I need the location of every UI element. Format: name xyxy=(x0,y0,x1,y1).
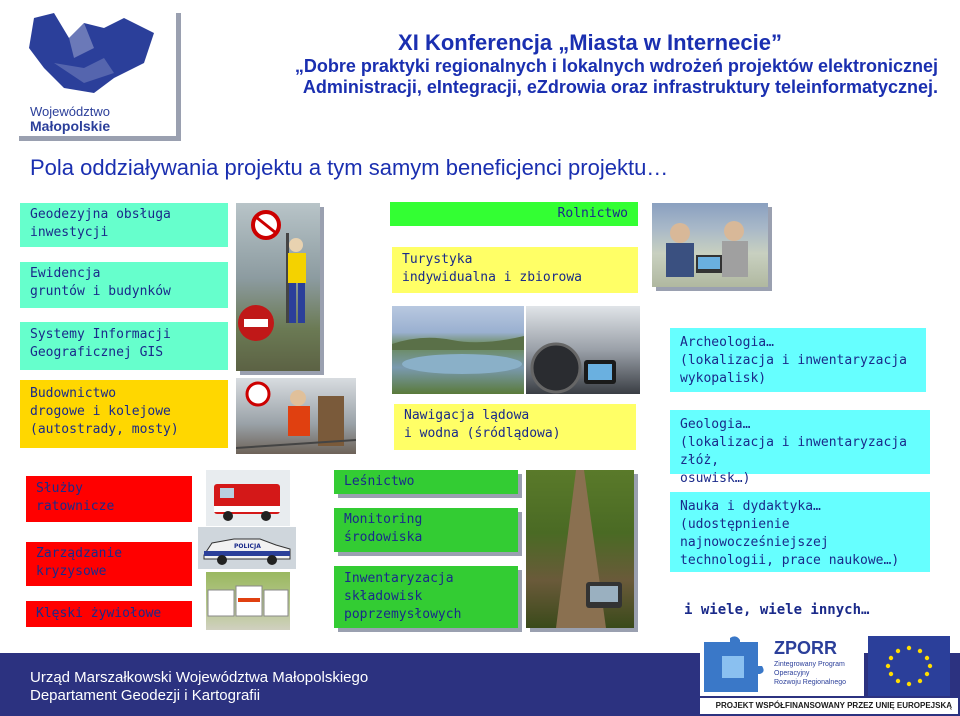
geologia-title: Geologia… xyxy=(680,417,751,432)
box-budownictwo: Budownictwo drogowe i kolejowe (autostrady, mosty) xyxy=(20,380,228,448)
box-gis: Systemy Informacji Geograficznej GIS xyxy=(20,322,228,370)
archeologia-desc: (lokalizacja i inwentaryzacja wykopalisk) xyxy=(680,353,907,386)
footer-line1: Urząd Marszałkowski Województwa Małopolskiego xyxy=(30,669,369,686)
photo-farmers-laptop xyxy=(652,203,768,287)
box-archeologia xyxy=(670,328,926,392)
box-nawigacja: Nawigacja lądowa i wodna (śródlądowa) xyxy=(394,404,636,450)
eu-cofinancing-note: PROJEKT WSPÓŁFINANSOWANY PRZEZ UNIĘ EUROPEJSKĄ xyxy=(700,698,958,714)
conference-title: XI Konferencja „Miasta w Internecie” xyxy=(398,30,782,55)
box-rolnictwo: Rolnictwo xyxy=(390,202,638,226)
box-kleski: Klęski żywiołowe xyxy=(26,601,192,627)
box-monitoring: Monitoring środowiska xyxy=(334,508,518,552)
photo-railway-worker xyxy=(236,378,356,454)
box-geologia xyxy=(670,410,930,486)
photo-survey-worker xyxy=(236,203,320,371)
eu-stars-icon xyxy=(868,636,950,696)
photo-lake-landscape xyxy=(392,306,524,394)
box-nauka xyxy=(670,492,930,572)
eu-flag xyxy=(868,636,950,696)
zporr-title: ZPORR xyxy=(774,638,837,658)
photo-forest-path xyxy=(526,470,634,628)
box-inwentaryzacja: Inwentaryzacja składowisk poprzemysłowych xyxy=(334,566,518,628)
geologia-desc: (lokalizacja i inwentaryzacja złóż, osuwisk…) xyxy=(680,435,907,486)
zporr-logo xyxy=(700,634,864,696)
lake-landscape-icon xyxy=(392,306,524,394)
zporr-puzzle-icon xyxy=(700,634,772,696)
footer-line2: Departament Geodezji i Kartografii xyxy=(30,687,261,704)
photo-ambulances xyxy=(206,572,290,630)
farmers-laptop-icon xyxy=(652,203,768,287)
box-zarzadzanie: Zarządzanie kryzysowe xyxy=(26,542,192,586)
ambulances-icon xyxy=(206,572,290,630)
main-heading: Pola oddziaływania projektu a tym samym beneficjenci projektu… xyxy=(30,155,669,180)
malopolska-logo-icon xyxy=(14,8,176,104)
survey-worker-icon xyxy=(236,203,320,371)
wiele-innych: i wiele, wiele innych… xyxy=(684,602,870,618)
railway-worker-icon xyxy=(236,378,356,454)
box-lesnictwo: Leśnictwo xyxy=(334,470,518,494)
forest-path-icon xyxy=(526,470,634,628)
box-ewidencja: Ewidencja gruntów i budynków xyxy=(20,262,228,308)
fire-truck-icon xyxy=(206,470,290,526)
car-gps-icon xyxy=(526,306,640,394)
logo-line1: Województwo xyxy=(30,104,110,119)
box-sluzby: Służby ratownicze xyxy=(26,476,192,522)
box-turystyka: Turystyka indywidualna i zbiorowa xyxy=(392,247,638,293)
logo-line2: Małopolskie xyxy=(30,118,111,134)
police-label: POLICJA xyxy=(234,543,261,550)
photo-car-gps xyxy=(526,306,640,394)
logo xyxy=(14,8,176,136)
photo-police-car xyxy=(198,527,296,569)
nauka-title: Nauka i dydaktyka… xyxy=(680,499,821,514)
box-geodezyjna: Geodezyjna obsługa inwestycji xyxy=(20,203,228,247)
conference-subtitle-2: Administracji, eIntegracji, eZdrowia oraz infrastruktury teleinformatycznej. xyxy=(302,77,938,97)
archeologia-title: Archeologia… xyxy=(680,335,774,350)
nauka-desc: (udostępnienie najnowocześniejszej technologii, prace naukowe…) xyxy=(680,517,900,568)
zporr-subtitle: Zintegrowany Program Operacyjny Rozwoju Regionalnego xyxy=(774,661,846,686)
conference-subtitle-1: „Dobre praktyki regionalnych i lokalnych wdrożeń projektów elektronicznej xyxy=(294,56,938,76)
photo-fire-truck xyxy=(206,470,290,526)
